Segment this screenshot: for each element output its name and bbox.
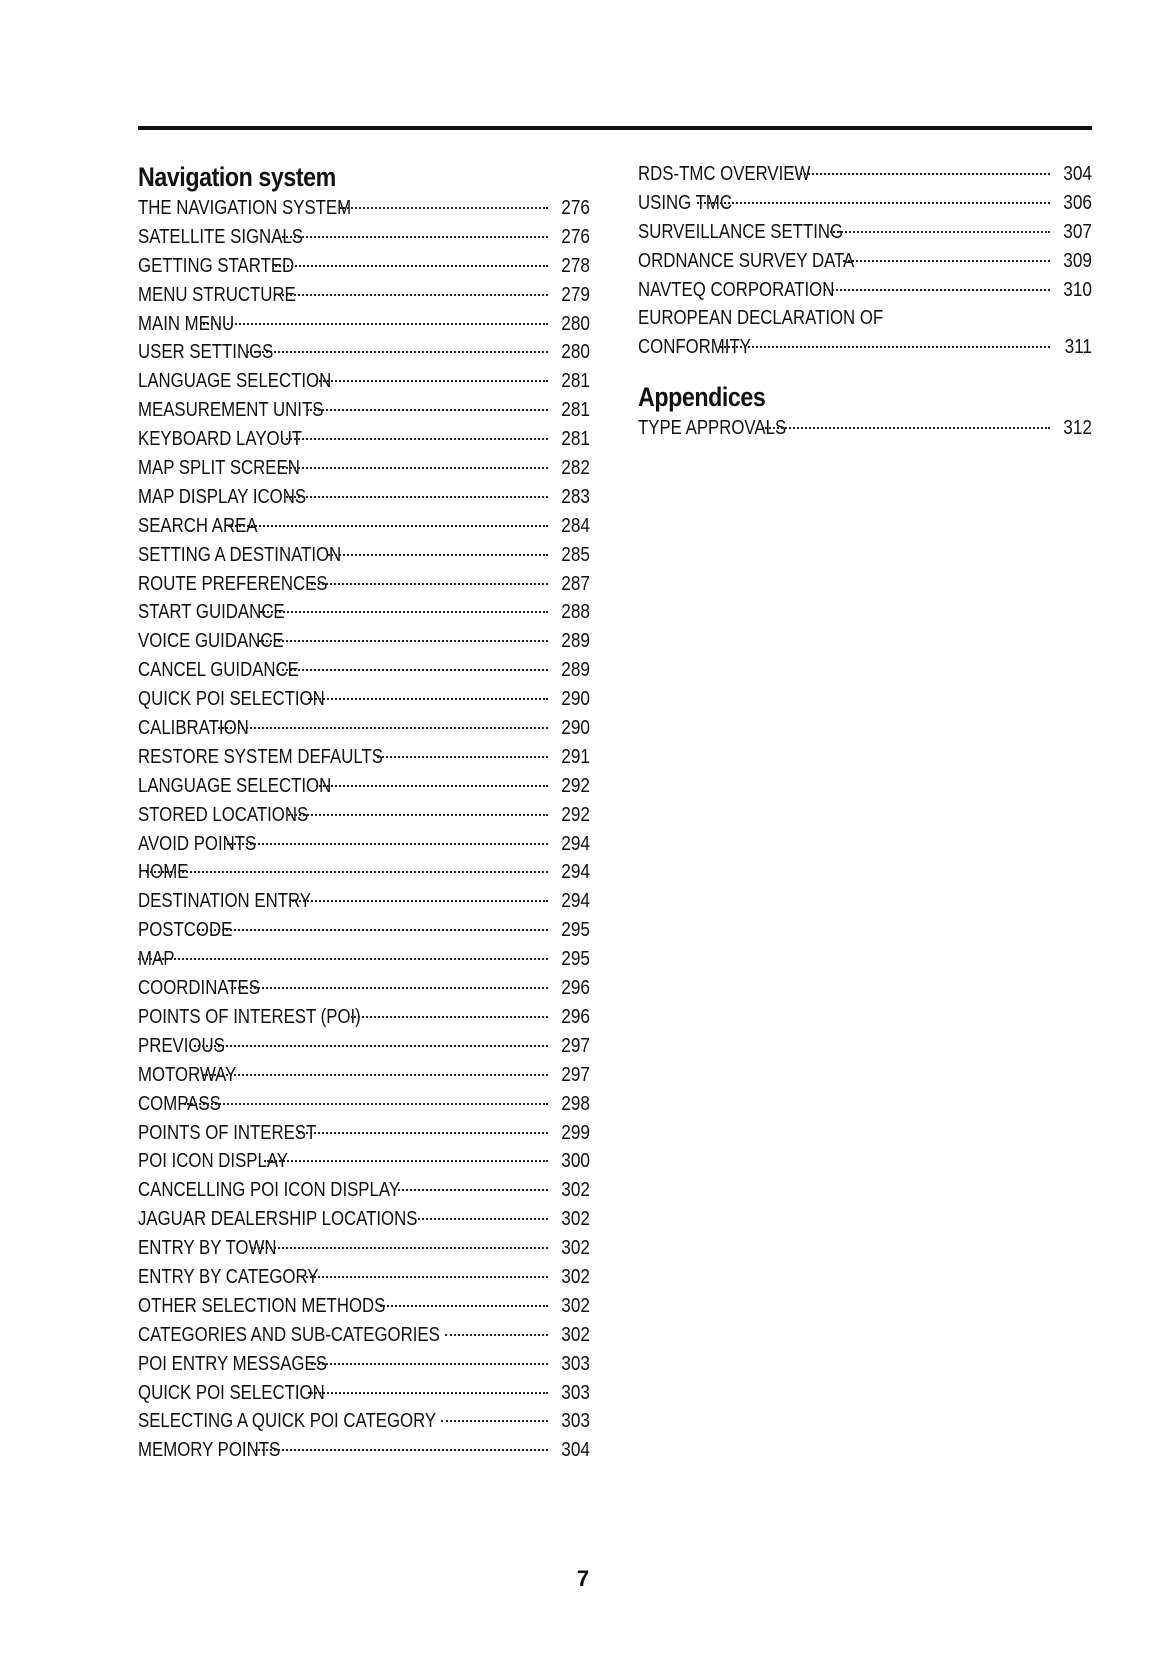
toc-leader-dots xyxy=(218,727,548,729)
toc-entry-page: 295 xyxy=(561,948,590,971)
toc-left-column xyxy=(138,160,590,1465)
toc-entry-title: MAP xyxy=(138,948,175,971)
toc-entry[interactable] xyxy=(138,252,590,281)
section-heading-navigation-system: Navigation system xyxy=(138,162,336,192)
toc-leader-dots xyxy=(203,1074,548,1076)
toc-leader-dots xyxy=(843,260,1050,262)
toc-leader-dots xyxy=(328,554,548,556)
toc-entry-page: 280 xyxy=(561,312,590,335)
toc-entry[interactable] xyxy=(138,627,590,656)
toc-leader-dots xyxy=(307,409,548,411)
toc-leader-dots xyxy=(200,323,548,325)
toc-leader-dots xyxy=(259,640,548,642)
toc-leader-dots xyxy=(311,583,548,585)
toc-entry-title: CALIBRATION xyxy=(138,717,249,740)
toc-entry-title: RDS-TMC OVERVIEW xyxy=(638,163,811,185)
toc-leader-dots xyxy=(441,1420,548,1422)
toc-entry-wrapped-line2[interactable] xyxy=(638,333,1092,362)
toc-entry-title: THE NAVIGATION SYSTEM xyxy=(138,197,352,219)
toc-entry-title: PREVIOUS xyxy=(138,1034,225,1057)
toc-entry-title: LANGUAGE SELECTION xyxy=(138,370,332,393)
toc-leader-dots xyxy=(227,843,548,845)
toc-entry[interactable] xyxy=(638,276,1092,305)
toc-entry[interactable] xyxy=(138,1350,590,1379)
toc-entry[interactable] xyxy=(138,945,590,974)
toc-entry-title: MAP DISPLAY ICONS xyxy=(138,485,307,508)
toc-entry-title: POI ICON DISPLAY xyxy=(138,1150,289,1173)
toc-leader-dots xyxy=(830,231,1050,233)
toc-entry[interactable] xyxy=(138,598,590,627)
toc-entry[interactable] xyxy=(138,858,590,887)
toc-entry-title: CONFORMITY xyxy=(638,336,751,359)
toc-entry[interactable] xyxy=(138,916,590,945)
toc-entry[interactable] xyxy=(138,887,590,916)
toc-entry-title: SEARCH AREA xyxy=(138,514,258,537)
toc-entry[interactable] xyxy=(138,1263,590,1292)
toc-leader-dots xyxy=(272,265,548,267)
toc-leader-dots xyxy=(311,1363,548,1365)
toc-entry[interactable] xyxy=(138,281,590,310)
toc-entry-page: 295 xyxy=(561,919,590,942)
toc-entry[interactable] xyxy=(138,1321,590,1350)
toc-entry-page: 281 xyxy=(561,399,590,422)
toc-entry-page: 302 xyxy=(561,1294,590,1317)
toc-leader-dots xyxy=(351,1016,548,1018)
toc-entry-title: USER SETTINGS xyxy=(138,341,274,364)
toc-leader-dots xyxy=(138,958,548,960)
toc-entry-title: ENTRY BY CATEGORY xyxy=(138,1265,319,1288)
toc-leader-dots xyxy=(281,438,548,440)
toc-entry[interactable] xyxy=(638,160,1092,189)
toc-entry-title: QUICK POI SELECTION xyxy=(138,1381,325,1404)
toc-entry-page: 307 xyxy=(1063,220,1092,243)
toc-entry[interactable] xyxy=(138,541,590,570)
toc-entry[interactable] xyxy=(138,1176,590,1205)
toc-entry[interactable] xyxy=(138,656,590,685)
toc-leader-dots xyxy=(418,1218,548,1220)
toc-entry[interactable] xyxy=(138,1379,590,1408)
toc-entry[interactable] xyxy=(138,338,590,367)
toc-entry-title: DESTINATION ENTRY xyxy=(138,890,312,913)
toc-entry-title: START GUIDANCE xyxy=(138,601,285,624)
toc-list-navigation-continued xyxy=(638,160,1092,304)
toc-entry-title: TYPE APPROVALS xyxy=(638,417,787,440)
toc-entry-page: 290 xyxy=(561,717,590,740)
top-rule xyxy=(138,126,1092,130)
toc-entry-title: CANCEL GUIDANCE xyxy=(138,659,299,682)
toc-entry-page: 297 xyxy=(561,1063,590,1086)
toc-entry-title: MOTORWAY xyxy=(138,1063,237,1086)
toc-entry[interactable] xyxy=(138,454,590,483)
toc-entry[interactable] xyxy=(138,310,590,339)
toc-entry-title: POI ENTRY MESSAGES xyxy=(138,1352,327,1375)
toc-entry-page: 294 xyxy=(561,832,590,855)
toc-entry-page: 287 xyxy=(561,572,590,595)
toc-entry-title: USING TMC xyxy=(638,191,732,214)
toc-leader-dots xyxy=(791,173,1050,175)
toc-entry-title: ENTRY BY TOWN xyxy=(138,1237,277,1260)
toc-entry-title: QUICK POI SELECTION xyxy=(138,688,325,711)
toc-leader-dots xyxy=(282,236,548,238)
toc-list-appendices xyxy=(638,414,1092,443)
toc-entry[interactable] xyxy=(138,1436,590,1465)
toc-entry-title: SELECTING A QUICK POI CATEGORY xyxy=(138,1410,437,1433)
toc-entry-page: 302 xyxy=(561,1179,590,1202)
toc-leader-dots xyxy=(231,987,548,989)
toc-entry-title: POINTS OF INTEREST xyxy=(138,1121,317,1144)
toc-entry[interactable] xyxy=(138,194,590,223)
toc-entry-title: GETTING STARTED xyxy=(138,254,295,277)
toc-entry-page: 288 xyxy=(561,601,590,624)
toc-entry-page: 297 xyxy=(561,1034,590,1057)
toc-entry-page: 281 xyxy=(561,370,590,393)
toc-leader-dots xyxy=(277,669,548,671)
toc-entry[interactable] xyxy=(138,974,590,1003)
toc-leader-dots xyxy=(247,351,548,353)
toc-entry-page: 306 xyxy=(1063,191,1092,214)
toc-leader-dots xyxy=(184,1103,548,1105)
toc-leader-dots xyxy=(697,202,1050,204)
toc-leader-dots xyxy=(340,207,549,209)
toc-entry[interactable] xyxy=(138,367,590,396)
toc-entry[interactable] xyxy=(138,396,590,425)
toc-entry-page: 292 xyxy=(561,774,590,797)
toc-entry-title: LANGUAGE SELECTION xyxy=(138,774,332,797)
toc-entry[interactable] xyxy=(138,1234,590,1263)
toc-entry-page: 303 xyxy=(561,1410,590,1433)
toc-entry-page: 296 xyxy=(561,977,590,1000)
toc-entry[interactable] xyxy=(138,1407,590,1436)
toc-entry[interactable] xyxy=(638,414,1092,443)
toc-entry[interactable] xyxy=(138,1119,590,1148)
toc-entry-title: HOME xyxy=(138,861,189,884)
toc-leader-dots xyxy=(189,1045,548,1047)
toc-entry[interactable] xyxy=(138,483,590,512)
toc-entry-title: STORED LOCATIONS xyxy=(138,803,309,826)
toc-leader-dots xyxy=(398,1189,548,1191)
toc-entry-page: 302 xyxy=(561,1208,590,1231)
toc-leader-dots xyxy=(308,1392,548,1394)
toc-entry-page: 278 xyxy=(561,254,590,277)
toc-right-column xyxy=(638,160,1092,443)
toc-entry-page: 285 xyxy=(561,543,590,566)
toc-leader-dots xyxy=(198,929,548,931)
toc-entry[interactable] xyxy=(138,1061,590,1090)
toc-leader-dots xyxy=(298,1132,548,1134)
toc-entry-wrapped-line1[interactable] xyxy=(638,304,1092,333)
toc-leader-dots xyxy=(228,525,548,527)
toc-entry-title: AVOID POINTS xyxy=(138,832,257,855)
toc-entry-title: ROUTE PREFERENCES xyxy=(138,572,328,595)
toc-entry[interactable] xyxy=(138,425,590,454)
toc-entry-page: 310 xyxy=(1063,278,1092,301)
toc-entry[interactable] xyxy=(638,218,1092,247)
toc-leader-dots xyxy=(292,900,548,902)
toc-entry-page: 304 xyxy=(561,1439,590,1462)
section-heading-appendices: Appendices xyxy=(638,382,766,413)
toc-entry-page: 289 xyxy=(561,630,590,653)
toc-entry-page: 298 xyxy=(561,1092,590,1115)
toc-leader-dots xyxy=(316,380,548,382)
toc-leader-dots xyxy=(255,1449,548,1451)
toc-leader-dots xyxy=(308,698,548,700)
toc-entry-page: 302 xyxy=(561,1265,590,1288)
toc-entry[interactable] xyxy=(138,743,590,772)
toc-list-navigation xyxy=(138,194,590,1465)
toc-entry-page: 303 xyxy=(561,1381,590,1404)
toc-entry-page: 294 xyxy=(561,890,590,913)
toc-entry-page: 311 xyxy=(1064,336,1092,359)
toc-entry-page: 279 xyxy=(561,283,590,306)
toc-entry-title: KEYBOARD LAYOUT xyxy=(138,428,302,451)
toc-entry[interactable] xyxy=(638,189,1092,218)
toc-entry-title: ORDNANCE SURVEY DATA xyxy=(638,249,855,272)
toc-entry[interactable] xyxy=(138,1205,590,1234)
toc-entry-page: 280 xyxy=(561,341,590,364)
toc-entry[interactable] xyxy=(138,685,590,714)
toc-entry-page: 291 xyxy=(561,745,590,768)
toc-entry[interactable] xyxy=(138,223,590,252)
toc-leader-dots xyxy=(380,1305,548,1307)
toc-entry-title: SATELLITE SIGNALS xyxy=(138,225,303,248)
toc-entry-page: 304 xyxy=(1063,163,1092,185)
toc-leader-dots xyxy=(251,1247,548,1249)
page-number: 7 xyxy=(576,1566,590,1591)
toc-entry-title: MAP SPLIT SCREEN xyxy=(138,457,300,480)
toc-entry-title: SURVEILLANCE SETTING xyxy=(638,220,844,243)
toc-entry[interactable] xyxy=(138,830,590,859)
toc-leader-dots xyxy=(377,756,548,758)
toc-entry-page: 276 xyxy=(561,225,590,248)
toc-entry-page: 281 xyxy=(561,428,590,451)
toc-leader-dots xyxy=(146,871,548,873)
toc-leader-dots xyxy=(720,346,1050,348)
toc-entry[interactable] xyxy=(638,247,1092,276)
toc-entry-page: 283 xyxy=(561,485,590,508)
toc-entry-page: 284 xyxy=(561,514,590,537)
toc-entry-title: OTHER SELECTION METHODS xyxy=(138,1294,386,1317)
toc-entry-title: JAGUAR DEALERSHIP LOCATIONS xyxy=(138,1208,418,1231)
toc-leader-dots xyxy=(288,814,548,816)
toc-leader-dots xyxy=(445,1334,548,1336)
toc-wrapped-entry xyxy=(638,304,1092,362)
toc-entry-title: MENU STRUCTURE xyxy=(138,283,296,306)
toc-entry-title: COORDINATES xyxy=(138,977,260,1000)
toc-entry-title: EUROPEAN DECLARATION OF xyxy=(638,307,884,330)
toc-entry[interactable] xyxy=(138,1292,590,1321)
toc-entry[interactable] xyxy=(138,1147,590,1176)
toc-entry-title: MEMORY POINTS xyxy=(138,1439,281,1462)
toc-entry[interactable] xyxy=(138,772,590,801)
toc-entry[interactable] xyxy=(138,1032,590,1061)
toc-entry-page: 276 xyxy=(561,197,590,219)
toc-leader-dots xyxy=(264,1160,548,1162)
toc-leader-dots xyxy=(274,294,548,296)
toc-entry-title: SETTING A DESTINATION xyxy=(138,543,342,566)
toc-leader-dots xyxy=(316,785,548,787)
toc-entry-page: 289 xyxy=(561,659,590,682)
toc-entry-page: 294 xyxy=(561,861,590,884)
toc-leader-dots xyxy=(286,496,548,498)
toc-entry-page: 292 xyxy=(561,803,590,826)
toc-entry-page: 296 xyxy=(561,1005,590,1028)
toc-leader-dots xyxy=(301,1276,548,1278)
toc-entry-title: POSTCODE xyxy=(138,919,233,942)
toc-entry-page: 299 xyxy=(561,1121,590,1144)
toc-leader-dots xyxy=(260,611,548,613)
toc-entry-page: 302 xyxy=(561,1323,590,1346)
toc-entry[interactable] xyxy=(138,714,590,743)
toc-entry-page: 312 xyxy=(1063,417,1092,440)
toc-entry-title: CANCELLING POI ICON DISPLAY xyxy=(138,1179,401,1202)
toc-entry[interactable] xyxy=(138,570,590,599)
toc-entry-page: 300 xyxy=(561,1150,590,1173)
toc-entry-page: 303 xyxy=(561,1352,590,1375)
toc-entry-page: 309 xyxy=(1063,249,1092,272)
toc-entry[interactable] xyxy=(138,512,590,541)
toc-leader-dots xyxy=(819,289,1050,291)
toc-entry[interactable] xyxy=(138,1090,590,1119)
toc-entry-page: 302 xyxy=(561,1237,590,1260)
toc-entry[interactable] xyxy=(138,801,590,830)
toc-entry-title: RESTORE SYSTEM DEFAULTS xyxy=(138,745,383,768)
toc-entry-title: POINTS OF INTEREST (POI) xyxy=(138,1005,361,1028)
toc-entry-title: MAIN MENU xyxy=(138,312,235,335)
toc-leader-dots xyxy=(762,427,1050,429)
toc-entry-title: NAVTEQ CORPORATION xyxy=(638,278,835,301)
toc-leader-dots xyxy=(278,467,548,469)
toc-entry-title: COMPASS xyxy=(138,1092,221,1115)
toc-entry-title: MEASUREMENT UNITS xyxy=(138,399,324,422)
toc-entry-title: CATEGORIES AND SUB-CATEGORIES xyxy=(138,1323,440,1346)
toc-entry-title: VOICE GUIDANCE xyxy=(138,630,284,653)
toc-entry-page: 282 xyxy=(561,457,590,480)
toc-entry[interactable] xyxy=(138,1003,590,1032)
toc-entry-page: 290 xyxy=(561,688,590,711)
